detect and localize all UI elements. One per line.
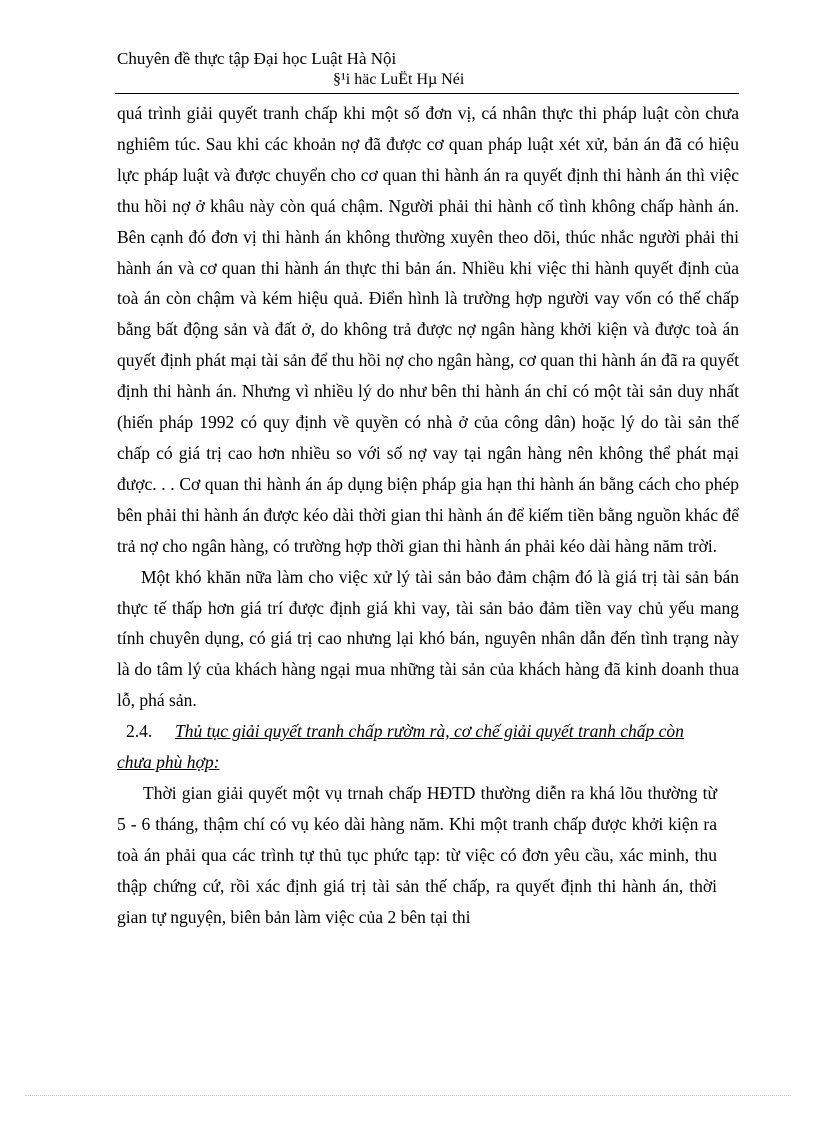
body-paragraph-2: Một khó khăn nữa làm cho việc xử lý tài sản bảo đảm chậm đó là giá trị tài sản bán thực tế thấp hơn giá trí được định giá khi vay, tài sản bảo đảm tiền vay chủ yếu mang tính chuyên dụng, có giá trị cao nhưng lại khó bán, nguyên nhân dẫn đến tình trạng này là do tâm lý của khách hàng ngại mua những tài sản của khách hàng đã kinh doanh thua lỗ, phá sản.	[117, 566, 739, 711]
document-body	[117, 98, 739, 932]
section-title-line-2: chưa phù hợp:	[117, 752, 220, 773]
header-divider	[115, 93, 739, 94]
body-paragraph-3: Thời gian giải quyết một vụ trnah chấp HĐTD thường diễn ra khá lõu thường từ 5 - 6 tháng, thậm chí có vụ kéo dài hàng năm. Khi một tranh chấp được khởi kiện ra toà án phải qua các trình tự thủ tục phức tạp: từ việc có đơn yêu cầu, xác minh, thu thập chứng cứ, rồi xác định giá trị tài sản thế chấp, ra quyết định thi hành án, thời gian tự nguyện, biên bản làm việc của 2 bên tại thi	[117, 782, 717, 927]
section-number: 2.4.	[126, 721, 153, 742]
section-heading	[117, 716, 739, 747]
section-title-line-1: Thủ tục giải quyết tranh chấp rườm rà, cơ chế giải quyết tranh chấp còn	[175, 721, 684, 742]
document-header-title: Chuyên đề thực tập Đại học Luật Hà Nội	[117, 49, 397, 68]
body-paragraph-1: quá trình giải quyết tranh chấp khi một số đơn vị, cá nhân thực thi pháp luật còn chưa nghiêm túc. Sau khi các khoản nợ đã được cơ quan pháp luật xét xử, bản án đã có hiệu lực pháp luật và được chuyển cho cơ quan thi hành án ra quyết định thi hành án thì việc thu hồi nợ ở khâu này còn quá chậm. Người phải thi hành cố tình không chấp hành án. Bên cạnh đó đơn vị thi hành án không thường xuyên theo dõi, thúc nhắc người phải thi hành án và cơ quan thi hành án thực thi bản án. Nhiều khi việc thi hành quyết định của toà án còn chậm và kém hiệu quả. Điển hình là trường hợp người vay vốn có thế chấp bằng bất động sản và đất ở, do không trả được nợ ngân hàng khởi kiện và được toà án quyết định phát mại tài sản để thu hồi nợ cho ngân hàng, cơ quan thi hành án đã ra quyết định thi hành án. Nhưng vì nhiều lý do như bên thi hành án chỉ có một tài sản duy nhất (hiến pháp 1992 có quy định về quyền có nhà ở của công dân) hoặc lý do tài sản thế chấp có giá trị cao hơn nhiều so với số nợ vay tại ngân hàng nên không thể phát mại được. . . Cơ quan thi hành án áp dụng biện pháp gia hạn thi hành án bằng cách cho phép bên phải thi hành án được kéo dài thời gian thi hành án để kiếm tiền bằng nguồn khác để trả nợ cho ngân hàng, có trường hợp thời gian thi hành án phải kéo dài hàng năm trời.	[117, 103, 739, 556]
document-header-legacy-encoding: §¹i häc LuËt Hµ Néi	[333, 71, 465, 88]
page-bottom-divider	[25, 1095, 791, 1096]
